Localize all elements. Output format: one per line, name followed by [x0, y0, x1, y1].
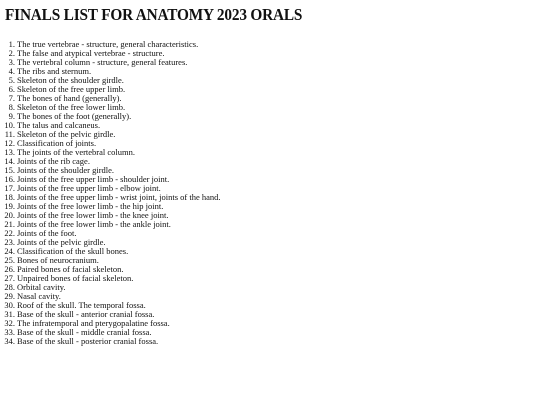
item-number: 27. — [4, 273, 15, 283]
item-text: Skeleton of the shoulder girdle. — [17, 75, 124, 85]
item-text: Joints of the foot. — [17, 228, 77, 238]
item-text: The ribs and sternum. — [17, 66, 92, 76]
item-number: 8. — [8, 102, 15, 112]
item-text: Skeleton of the free upper limb. — [17, 84, 126, 94]
item-number: 14. — [4, 156, 15, 166]
item-text: The talus and calcaneus. — [17, 120, 101, 130]
item-number: 15. — [4, 165, 15, 175]
item-number: 29. — [4, 291, 15, 301]
item-text: Paired bones of facial skeleton. — [17, 264, 124, 274]
item-text: Base of the skull - middle cranial fossa. — [17, 327, 152, 337]
item-number: 1. — [8, 39, 15, 49]
item-number: 33. — [4, 327, 15, 337]
topic-list — [0, 40, 221, 346]
item-text: The infratemporal and pterygopalatine fossa. — [17, 318, 170, 328]
item-text: Base of the skull - anterior cranial fossa. — [17, 309, 155, 319]
item-text: Joints of the shoulder girdle. — [17, 165, 115, 175]
item-text: Nasal cavity. — [17, 291, 61, 301]
item-number: 16. — [4, 174, 15, 184]
item-number: 3. — [8, 57, 15, 67]
item-text: Joints of the free upper limb - shoulder joint. — [17, 174, 170, 184]
item-number: 10. — [4, 120, 15, 130]
item-number: 25. — [4, 255, 15, 265]
item-number: 19. — [4, 201, 15, 211]
item-text: Joints of the free lower limb - the hip joint. — [17, 201, 164, 211]
item-text: Skeleton of the free lower limb. — [17, 102, 126, 112]
item-text: Joints of the free lower limb - the ankle joint. — [17, 219, 171, 229]
item-number: 26. — [4, 264, 15, 274]
item-text: Bones of neurocranium. — [17, 255, 99, 265]
item-text: Classification of the skull bones. — [17, 246, 129, 256]
item-text: Joints of the pelvic girdle. — [17, 237, 106, 247]
item-number: 20. — [4, 210, 15, 220]
item-number: 6. — [8, 84, 15, 94]
item-number: 32. — [4, 318, 15, 328]
item-number: 28. — [4, 282, 15, 292]
item-number: 4. — [8, 66, 15, 76]
document-title: FINALS LIST FOR ANATOMY 2023 ORALS — [5, 5, 303, 24]
item-number: 21. — [4, 219, 15, 229]
item-number: 5. — [8, 75, 15, 85]
item-text: The bones of the foot (generally). — [17, 111, 132, 121]
item-text: The bones of hand (generally). — [17, 93, 122, 103]
item-number: 11. — [4, 129, 15, 139]
item-number: 2. — [8, 48, 15, 58]
item-text: Joints of the rib cage. — [17, 156, 90, 166]
item-number: 9. — [8, 111, 15, 121]
item-number: 17. — [4, 183, 15, 193]
item-text: The true vertebrae - structure, general characteristics. — [17, 39, 199, 49]
item-number: 24. — [4, 246, 15, 256]
item-number: 7. — [8, 93, 15, 103]
item-number: 31. — [4, 309, 15, 319]
item-text: The joints of the vertebral column. — [17, 147, 136, 157]
item-number: 30. — [4, 300, 15, 310]
list-item — [0, 337, 221, 346]
item-text: Base of the skull - posterior cranial fossa. — [17, 336, 159, 346]
item-text: Joints of the free upper limb - elbow joint. — [17, 183, 161, 193]
item-text: Joints of the free upper limb - wrist joint, joints of the hand. — [17, 192, 221, 202]
item-text: The vertebral column - structure, general features. — [17, 57, 188, 67]
item-text: Classification of joints. — [17, 138, 97, 148]
item-text: Joints of the free lower limb - the knee joint. — [17, 210, 169, 220]
item-number: 22. — [4, 228, 15, 238]
item-number: 34. — [4, 336, 15, 346]
item-number: 13. — [4, 147, 15, 157]
item-text: Unpaired bones of facial skeleton. — [17, 273, 134, 283]
item-number: 23. — [4, 237, 15, 247]
item-number: 12. — [4, 138, 15, 148]
item-number: 18. — [4, 192, 15, 202]
item-text: The false and atypical vertebrae - structure. — [17, 48, 165, 58]
item-text: Orbital cavity. — [17, 282, 66, 292]
item-text: Roof of the skull. The temporal fossa. — [17, 300, 146, 310]
item-text: Skeleton of the pelvic girdle. — [17, 129, 116, 139]
